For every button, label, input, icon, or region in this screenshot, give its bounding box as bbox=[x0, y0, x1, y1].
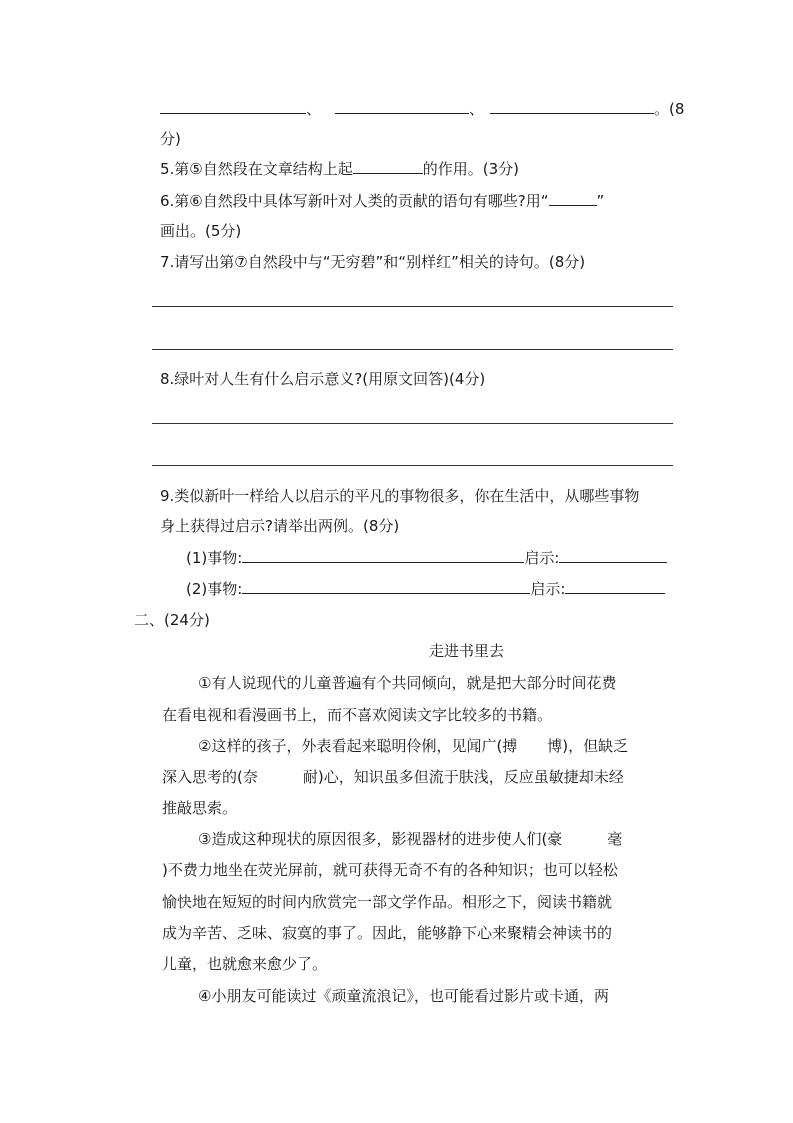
q9-line-2: 身上获得过启示?请举出两例。(8分) bbox=[160, 517, 400, 535]
q4-separator-2: 、 bbox=[469, 100, 485, 118]
q4-separator-1: 、 bbox=[306, 100, 322, 118]
paragraph-3-line-2: )不费力地坐在荧光屏前，就可获得无奇不有的各种知识；也可以轻松 bbox=[162, 861, 618, 879]
q4-blank-3[interactable] bbox=[490, 99, 654, 114]
paragraph-3-line-3: 愉快地在短短的时间内欣赏完一部文学作品。相形之下，阅读书籍就 bbox=[162, 893, 613, 911]
q9-item-2-label: (2)事物: bbox=[186, 580, 243, 598]
q8-text: 8.绿叶对人生有什么启示意义?(用原文回答)(4分) bbox=[160, 370, 486, 388]
q4-score-tail: 分) bbox=[160, 130, 181, 148]
q9-item-2 bbox=[186, 578, 665, 600]
q9-item-2-hint-blank[interactable] bbox=[565, 579, 665, 594]
q9-item-1 bbox=[186, 547, 667, 569]
paragraph-1-line-1: ①有人说现代的儿童普遍有个共同倾向，就是把大部分时间花费 bbox=[198, 674, 617, 692]
passage-title: 走进书里去 bbox=[428, 642, 504, 660]
q9-item-2-thing-blank[interactable] bbox=[242, 579, 530, 594]
q4-blank-1[interactable] bbox=[160, 99, 306, 114]
paragraph-2-line-3: 推敲思索。 bbox=[162, 799, 238, 817]
q9-item-1-hint-blank[interactable] bbox=[559, 548, 667, 563]
q9-item-1-thing-blank[interactable] bbox=[242, 548, 524, 563]
q4-blank-2[interactable] bbox=[335, 99, 469, 114]
q9-line-1: 9.类似新叶一样给人以启示的平凡的事物很多，你在生活中，从哪些事物 bbox=[160, 487, 640, 505]
section-2-heading: 二、(24分) bbox=[134, 611, 210, 629]
q5-line bbox=[160, 158, 519, 180]
q8-answer-line-1[interactable] bbox=[152, 423, 673, 424]
q5-blank[interactable] bbox=[353, 159, 423, 174]
paragraph-3-line-5: 儿童，也就愈来愈少了。 bbox=[162, 955, 328, 973]
paragraph-4-line-1: ④小朋友可能读过《顽童流浪记》，也可能看过影片或卡通，两 bbox=[198, 987, 609, 1005]
q9-item-2-hint-label: 启示: bbox=[530, 580, 566, 598]
q7-answer-line-2[interactable] bbox=[152, 349, 673, 350]
q6-line-2: 画出。(5分) bbox=[160, 222, 242, 240]
q9-item-1-label: (1)事物: bbox=[186, 549, 243, 567]
q5-text-after: 的作用。(3分) bbox=[422, 160, 520, 178]
q6-blank[interactable] bbox=[549, 191, 597, 206]
q9-item-1-hint-label: 启示: bbox=[524, 549, 560, 567]
q6-text-after: ” bbox=[596, 192, 605, 210]
q8-answer-line-2[interactable] bbox=[152, 465, 673, 466]
q7-text: 7.请写出第⑦自然段中与“无穷碧”和“别样红”相关的诗句。(8分) bbox=[160, 253, 586, 271]
q6-text-before: 6.第⑥自然段中具体写新叶对人类的贡献的语句有哪些?用“ bbox=[160, 192, 549, 210]
paragraph-2-line-1: ②这样的孩子，外表看起来聪明伶俐，见闻广(搏 博)，但缺乏 bbox=[198, 737, 629, 755]
q4-blanks-line bbox=[160, 98, 684, 120]
q4-end: 。(8 bbox=[654, 100, 685, 118]
q6-line-1 bbox=[160, 190, 604, 212]
paragraph-3-line-4: 成为辛苦、乏味、寂寞的事了。因此，能够静下心来聚精会神读书的 bbox=[162, 924, 613, 942]
q7-answer-line-1[interactable] bbox=[152, 306, 673, 307]
paragraph-2-line-2: 深入思考的(奈 耐)心，知识虽多但流于肤浅，反应虽敏捷却未经 bbox=[162, 768, 624, 786]
paragraph-1-line-2: 在看电视和看漫画书上，而不喜欢阅读文字比较多的书籍。 bbox=[162, 706, 553, 724]
paragraph-3-line-1: ③造成这种现状的原因很多，影视器材的进步使人们(豪 毫 bbox=[198, 830, 623, 848]
q5-text-before: 5.第⑤自然段在文章结构上起 bbox=[160, 160, 353, 178]
